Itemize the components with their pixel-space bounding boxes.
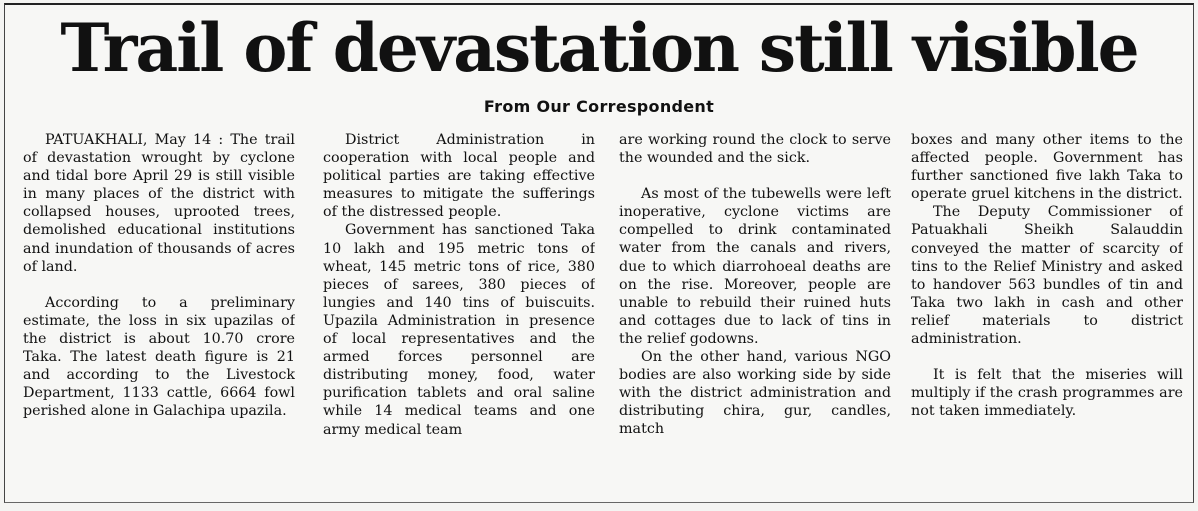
- column-1: [23, 131, 295, 501]
- paragraph: As most of the tubewells were left inoperative, cyclone victims are compelled to drink contaminated water from the canals and rivers, due to which diarrohoeal deaths are on the rise. Moreover, people are unable to rebuild their ruined huts and cottages due to lack of tins in the relief godowns.: [619, 186, 891, 347]
- paragraph: The Deputy Commissioner of Patuakhali Sheikh Salauddin conveyed the matter of scarcity of tins to the Relief Ministry and asked to handover 563 bundles of tin and Taka two lakh in cash and other relief materials to district administration.: [911, 204, 1183, 348]
- byline: From Our Correspondent: [483, 97, 715, 116]
- column-4: [911, 131, 1183, 501]
- article-body: [19, 131, 1189, 501]
- paragraph: PATUAKHALI, May 14 : The trail of devastation wrought by cyclone and tidal bore April 29 is still visible in many places of the district with collapsed houses, uprooted trees, demolished educational institutions and inundation of thousands of acres of land.: [23, 132, 295, 275]
- paragraph: Government has sanctioned Taka 10 lakh and 195 metric tons of wheat, 145 metric tons of rice, 380 pieces of sarees, 380 pieces of lungies and 140 tins of buiscuits. Upazila Administration in presence of local representatives and the armed forces personnel are distributing money, food, water purification tablets and oral saline while 14 medical teams and one army medical team: [323, 222, 595, 438]
- newspaper-clipping: [4, 3, 1194, 503]
- column-2: [323, 131, 595, 501]
- paragraph: District Administration in cooperation with local people and political parties are taking effective measures to mitigate the sufferings of the distressed people.: [323, 132, 595, 221]
- paragraph: It is felt that the miseries will multiply if the crash programmes are not taken immediately.: [911, 367, 1183, 420]
- paragraph: boxes and many other items to the affected people. Government has further sanctioned five lakh Taka to operate gruel kitchens in the district.: [911, 132, 1183, 203]
- headline: Trail of devastation still visible: [60, 9, 1138, 87]
- paragraph: On the other hand, various NGO bodies are also working side by side with the district administration and distributing chira, gur, candles, match: [619, 349, 891, 438]
- paragraph: According to a preliminary estimate, the loss in six upazilas of the district is about 10.70 crore Taka. The latest death figure is 21 and according to the Livestock Department, 1133 cattle, 6664 fowl perished alone in Galachipa upazila.: [23, 294, 295, 420]
- column-3: [619, 131, 891, 501]
- paragraph: are working round the clock to serve the wounded and the sick.: [619, 132, 891, 167]
